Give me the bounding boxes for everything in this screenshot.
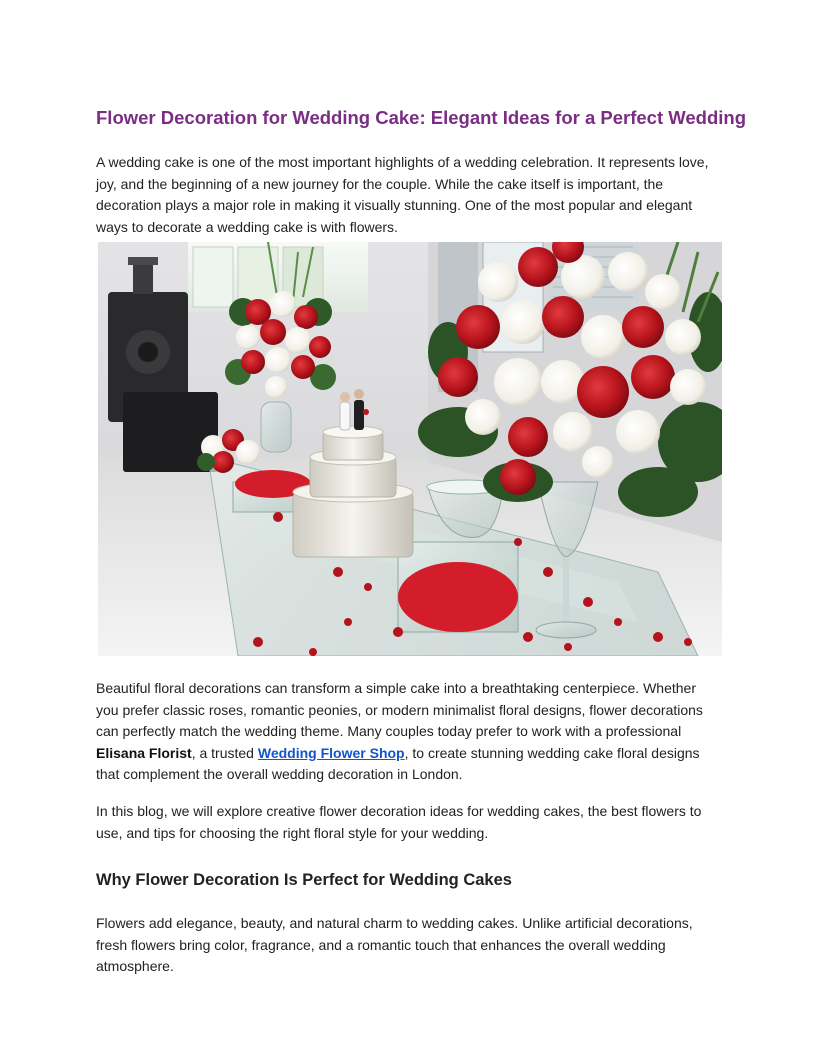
floral-text-2: , a trusted [191,744,258,761]
blog-overview-paragraph: In this blog, we will explore creative flower decoration ideas for wedding cakes, the best flowers to use, and tips for choosing the right floral style for your wedding. [96,803,702,841]
page-title: Flower Decoration for Wedding Cake: Elegant Ideas for a Perfect Wedding [96,107,747,128]
wedding-cake-photo [98,242,722,656]
florist-name: Elisana Florist [96,744,192,761]
floral-text-1: Beautiful floral decorations can transform a simple cake into a breathtaking centerpiece. Whether you prefer classic roses, romantic peonies, or modern minimalist floral designs, flower decorations can perfectly match the wedding theme. Many couples today prefer to work with a professional [96,680,703,739]
wedding-flower-shop-link[interactable]: Wedding Flower Shop [257,744,405,761]
intro-paragraph: A wedding cake is one of the most important highlights of a wedding celebration. It represents love, joy, and the beginning of a new journey for the couple. While the cake itself is important, the decoration plays a major role in making it visually stunning. One of the most popular and elegant ways to decorate a wedding cake is with flowers. [96,154,709,235]
floral-text-3: , to create stunning wedding cake floral designs that complement the overall wedding decoration in London. [96,744,700,782]
section-heading: Why Flower Decoration Is Perfect for Wedding Cakes [96,871,512,889]
section-paragraph: Flowers add elegance, beauty, and natural charm to wedding cakes. Unlike artificial decorations, fresh flowers bring color, fragrance, and a romantic touch that enhances the overall wedding atmosphere. [96,915,693,974]
floral-paragraph [96,678,722,786]
